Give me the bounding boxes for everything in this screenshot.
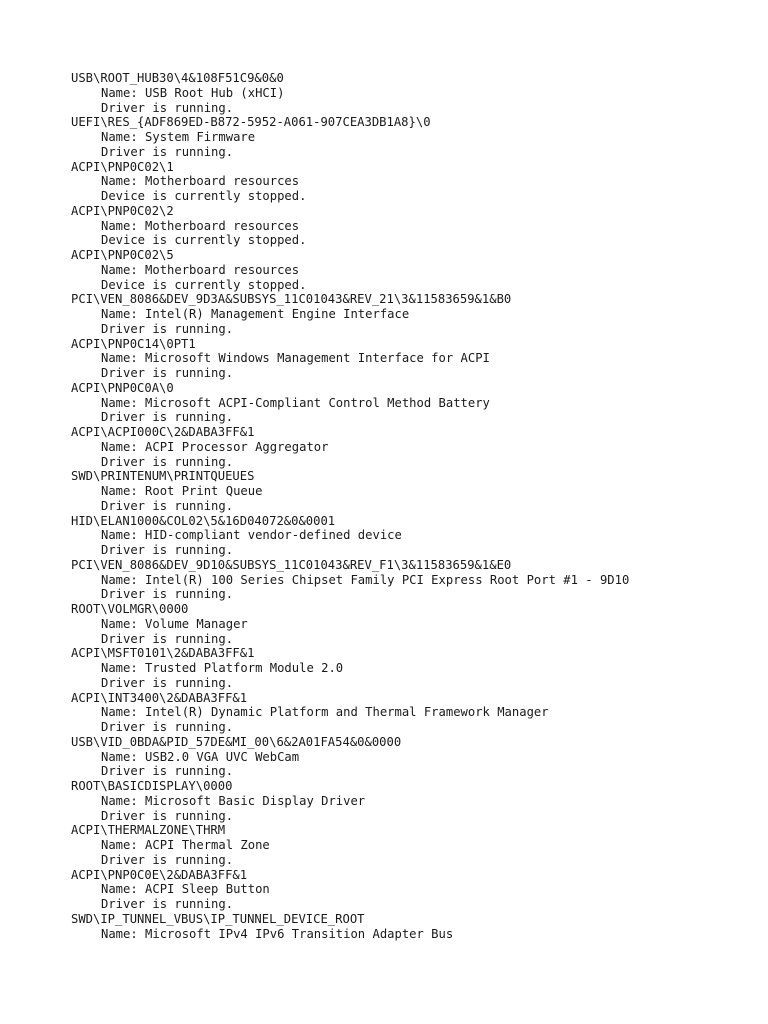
device-name: Name: Volume Manager [101,616,248,631]
device-name: Name: ACPI Thermal Zone [101,838,270,852]
device-entry [71,779,629,823]
device-instance-id: ACPI\PNP0C02\1 [71,159,174,174]
device-name: Name: Intel(R) 100 Series Chipset Family PCI Express Root Port #1 - 9D10 [101,572,630,587]
device-instance-id: UEFI\RES_{ADF869ED-B872-5952-A061-907CEA3DB1A8}\0 [71,115,431,130]
device-name: Name: ACPI Processor Aggregator [101,439,329,454]
device-status: Driver is running. [101,587,234,602]
device-status: Driver is running. [101,764,234,779]
device-entry [71,735,629,779]
device-entry [71,514,629,558]
device-instance-id: ACPI\THERMALZONE\THRM [71,823,226,838]
device-entry [71,292,629,336]
device-entry [71,248,629,292]
device-instance-id: ACPI\PNP0C02\5 [71,248,174,262]
device-instance-id: ACPI\PNP0C02\2 [71,203,174,218]
device-entry [71,71,629,115]
device-status: Driver is running. [101,100,234,115]
device-status: Driver is running. [101,897,234,911]
device-entry [71,646,629,690]
device-entry [71,868,629,912]
device-entry [71,823,629,867]
device-status: Device is currently stopped. [101,189,307,203]
device-name: Name: Microsoft Windows Management Interface for ACPI [101,351,490,366]
device-entry [71,469,629,513]
device-name: Name: Microsoft Basic Display Driver [101,793,366,808]
device-name: Name: Motherboard resources [101,262,300,277]
device-entry [71,204,629,248]
device-entry [71,115,629,159]
device-status: Driver is running. [101,675,234,690]
device-name: Name: Intel(R) Management Engine Interface [101,307,410,321]
device-entry [71,160,629,204]
device-instance-id: ACPI\PNP0C14\0PT1 [71,336,196,351]
device-list [71,71,629,941]
device-status: Driver is running. [101,543,234,557]
device-entry [71,558,629,602]
device-entry [71,602,629,646]
device-instance-id: ACPI\PNP0C0A\0 [71,380,174,395]
device-name: Name: Intel(R) Dynamic Platform and Thermal Framework Manager [101,705,549,720]
device-name: Name: System Firmware [101,130,256,144]
device-entry [71,381,629,425]
device-name: Name: Microsoft ACPI-Compliant Control Method Battery [101,395,490,410]
device-instance-id: ACPI\INT3400\2&DABA3FF&1 [71,690,248,705]
device-status: Driver is running. [101,144,234,159]
device-status: Device is currently stopped. [101,233,307,248]
device-status: Driver is running. [101,720,234,734]
device-status: Driver is running. [101,366,234,380]
device-name: Name: ACPI Sleep Button [101,882,270,897]
device-status: Driver is running. [101,808,234,823]
device-instance-id: ROOT\BASICDISPLAY\0000 [71,779,233,793]
device-status: Driver is running. [101,454,234,469]
device-status: Driver is running. [101,410,234,425]
device-entry [71,425,629,469]
device-name: Name: Microsoft IPv4 IPv6 Transition Adapter Bus [101,926,454,941]
device-instance-id: ROOT\VOLMGR\0000 [71,602,189,616]
device-name: Name: USB Root Hub (xHCI) [101,85,285,100]
device-name: Name: Motherboard resources [101,218,300,233]
device-entry [71,912,629,942]
device-status: Driver is running. [101,631,234,646]
device-instance-id: ACPI\PNP0C0E\2&DABA3FF&1 [71,867,248,882]
device-instance-id: USB\VID_0BDA&PID_57DE&MI_00\6&2A01FA54&0&0000 [71,734,402,749]
device-name: Name: Trusted Platform Module 2.0 [101,661,344,675]
device-name: Name: USB2.0 VGA UVC WebCam [101,749,300,764]
device-name: Name: Root Print Queue [101,484,263,498]
device-instance-id: USB\ROOT_HUB30\4&108F51C9&0&0 [71,71,284,85]
device-instance-id: PCI\VEN_8086&DEV_9D3A&SUBSYS_11C01043&REV_21\3&11583659&1&B0 [71,292,512,307]
device-instance-id: ACPI\MSFT0101\2&DABA3FF&1 [71,646,255,661]
device-entry [71,691,629,735]
device-instance-id: PCI\VEN_8086&DEV_9D10&SUBSYS_11C01043&REV_F1\3&11583659&1&E0 [71,557,512,572]
device-name: Name: Motherboard resources [101,174,300,189]
device-status: Device is currently stopped. [101,277,307,292]
device-instance-id: SWD\PRINTENUM\PRINTQUEUES [71,469,255,484]
device-name: Name: HID-compliant vendor-defined device [101,528,402,543]
device-status: Driver is running. [101,498,234,513]
device-status: Driver is running. [101,852,234,867]
device-status: Driver is running. [101,321,234,336]
device-entry [71,337,629,381]
device-instance-id: HID\ELAN1000&COL02\5&16D04072&0&0001 [71,513,336,528]
device-instance-id: ACPI\ACPI000C\2&DABA3FF&1 [71,425,255,439]
device-instance-id: SWD\IP_TUNNEL_VBUS\IP_TUNNEL_DEVICE_ROOT [71,911,365,926]
